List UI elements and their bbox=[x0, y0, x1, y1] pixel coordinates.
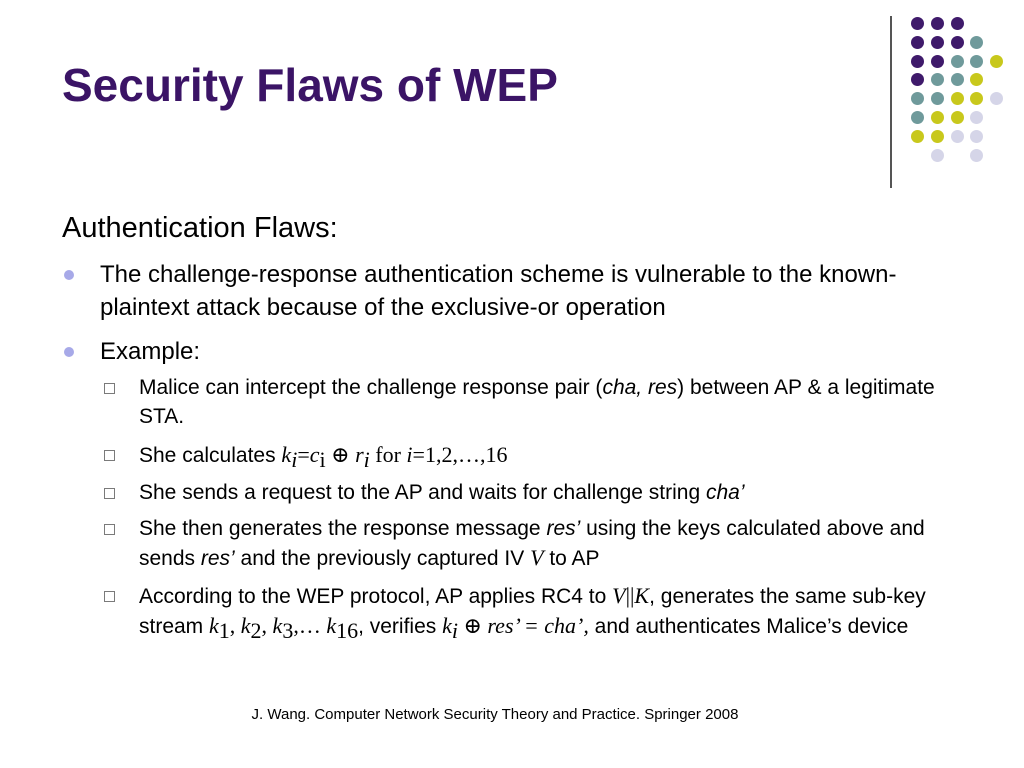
math-k: k bbox=[442, 613, 452, 638]
dot bbox=[970, 73, 983, 86]
section-heading: Authentication Flaws: bbox=[62, 212, 338, 244]
math-concat: || bbox=[625, 583, 635, 608]
math-r: r bbox=[355, 442, 364, 467]
text: ) between AP & a legitimate STA. bbox=[139, 376, 935, 428]
math-sub: 1 bbox=[218, 618, 230, 644]
dot bbox=[970, 111, 983, 124]
math-sub-i: i bbox=[319, 447, 326, 473]
math-k: k bbox=[272, 613, 283, 638]
text: , generates the same sub-key stream bbox=[139, 585, 926, 638]
math-expression: ⊕ res’ = cha’, bbox=[458, 613, 589, 638]
math-k: k bbox=[240, 613, 251, 638]
bullet-item bbox=[100, 258, 960, 324]
slide-title: Security Flaws of WEP bbox=[62, 59, 558, 111]
dot bbox=[911, 17, 924, 30]
text-italic: cha’ bbox=[705, 481, 745, 504]
math-xor: ⊕ bbox=[325, 442, 356, 467]
math-K: K bbox=[634, 583, 650, 608]
dot bbox=[931, 111, 944, 124]
text: , verifies bbox=[358, 615, 443, 638]
math-for: for bbox=[369, 442, 407, 467]
dot bbox=[911, 111, 924, 124]
math-sub-i: i bbox=[291, 447, 298, 473]
square-bullet-icon bbox=[104, 383, 115, 394]
text: using the keys calculated above and sends bbox=[139, 517, 925, 570]
math-k: k bbox=[326, 613, 337, 638]
dot bbox=[931, 17, 944, 30]
sub-bullet-item bbox=[139, 581, 969, 645]
math-ellipsis: ,… bbox=[293, 613, 327, 638]
text: According to the WEP protocol, AP applies RC4 to bbox=[139, 585, 613, 608]
text: Malice can intercept the challenge response pair ( bbox=[139, 376, 603, 399]
dot bbox=[990, 92, 1003, 105]
math-sub: 16 bbox=[336, 618, 359, 644]
dot bbox=[931, 55, 944, 68]
dot bbox=[951, 17, 964, 30]
math-eq: = bbox=[297, 442, 310, 467]
dot bbox=[951, 111, 964, 124]
dot bbox=[911, 73, 924, 86]
math-sub: 2 bbox=[250, 618, 262, 644]
math-k: k bbox=[281, 442, 292, 467]
math-sub-i: i bbox=[363, 447, 370, 473]
text-italic: cha, res bbox=[602, 376, 678, 399]
bullet-text: Example: bbox=[100, 338, 201, 365]
dot bbox=[931, 36, 944, 49]
text: and the previously captured IV bbox=[234, 547, 531, 570]
dot bbox=[951, 55, 964, 68]
citation-footer: J. Wang. Computer Network Security Theory and Practice. Springer 2008 bbox=[251, 706, 739, 723]
text: and authenticates Malice’s device bbox=[588, 615, 909, 638]
dot bbox=[911, 92, 924, 105]
sub-bullet-item bbox=[139, 514, 969, 573]
square-bullet-icon bbox=[104, 591, 115, 602]
bullet-text: The challenge-response authentication scheme is vulnerable to the known-plaintext attack because of the exclusive-or operation bbox=[100, 261, 897, 321]
math-v: V bbox=[530, 545, 544, 570]
dot bbox=[990, 55, 1003, 68]
math-sub-i: i bbox=[451, 618, 458, 644]
sub-bullet-item bbox=[139, 440, 969, 474]
bullet-icon bbox=[64, 347, 74, 357]
square-bullet-icon bbox=[104, 450, 115, 461]
text: She calculates bbox=[139, 444, 282, 467]
text: She then generates the response message bbox=[139, 517, 547, 540]
dot bbox=[931, 73, 944, 86]
dot bbox=[911, 130, 924, 143]
math-sep: , bbox=[229, 613, 241, 638]
text-italic: res’ bbox=[200, 547, 235, 570]
decorative-dot-grid bbox=[0, 0, 1024, 200]
text: to AP bbox=[543, 547, 600, 570]
sub-bullet-item bbox=[139, 478, 969, 507]
dot bbox=[970, 55, 983, 68]
dot bbox=[951, 36, 964, 49]
dot bbox=[931, 130, 944, 143]
square-bullet-icon bbox=[104, 524, 115, 535]
dot bbox=[970, 36, 983, 49]
dot bbox=[970, 149, 983, 162]
math-sep: , bbox=[261, 613, 273, 638]
math-range: =1,2,…,16 bbox=[412, 442, 508, 467]
math-c: c bbox=[309, 442, 320, 467]
dot bbox=[951, 73, 964, 86]
math-sub: 3 bbox=[282, 618, 294, 644]
text-italic: res’ bbox=[546, 517, 581, 540]
dot bbox=[911, 55, 924, 68]
square-bullet-icon bbox=[104, 488, 115, 499]
dot bbox=[931, 149, 944, 162]
math-i: i bbox=[406, 442, 413, 467]
dot bbox=[970, 130, 983, 143]
math-k: k bbox=[209, 613, 219, 638]
bullet-icon bbox=[64, 270, 74, 280]
dot bbox=[951, 92, 964, 105]
dot bbox=[911, 36, 924, 49]
dot bbox=[970, 92, 983, 105]
dot bbox=[931, 92, 944, 105]
bullet-item bbox=[100, 335, 960, 368]
math-v: V bbox=[612, 583, 626, 608]
sub-bullet-item bbox=[139, 373, 969, 431]
text: She sends a request to the AP and waits for challenge string bbox=[139, 481, 706, 504]
dot bbox=[951, 130, 964, 143]
